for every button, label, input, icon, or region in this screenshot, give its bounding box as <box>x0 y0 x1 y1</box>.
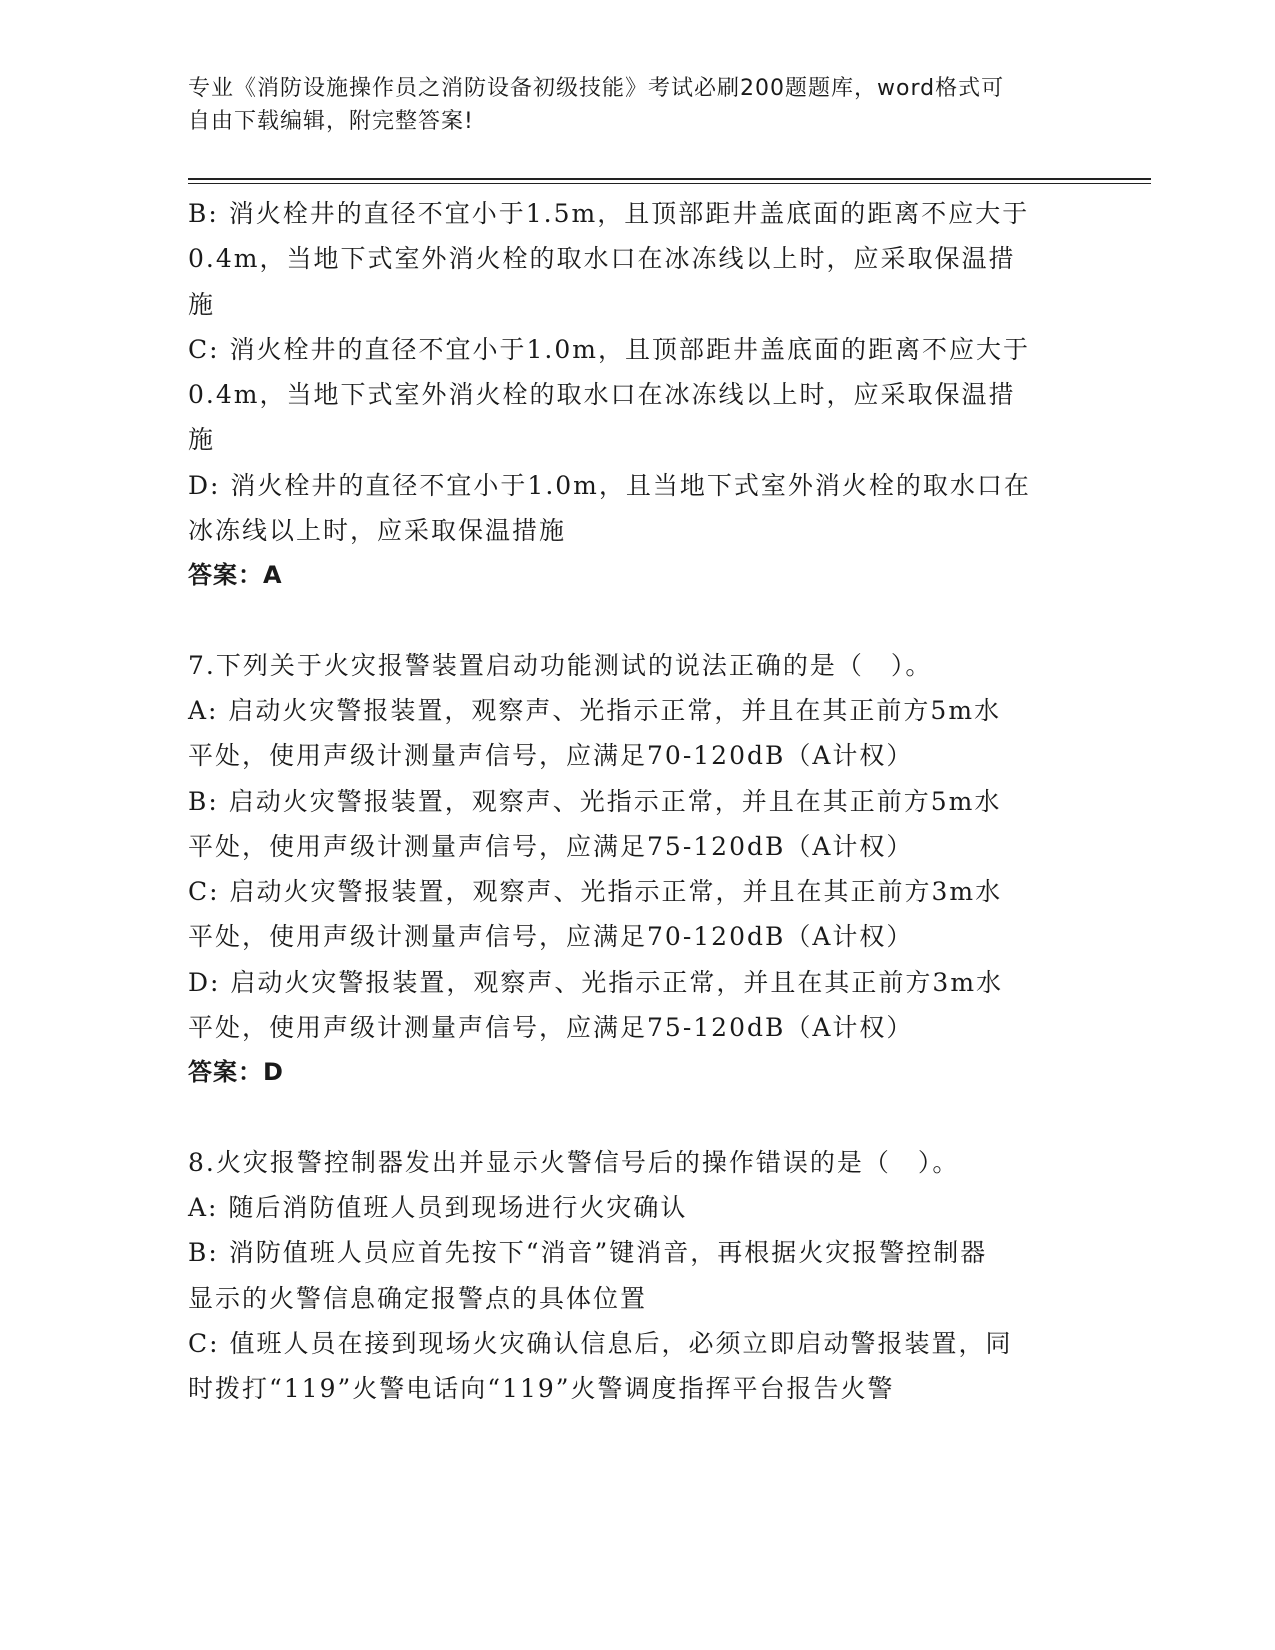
text-line: C: 消火栓井的直径不宜小于1.0m，且顶部距井盖底面的距离不应大于 <box>188 334 1030 364</box>
question-content <box>188 191 1088 1411</box>
text-line: 0.4m，当地下式室外消火栓的取水口在冰冻线以上时，应采取保温措 <box>188 380 1016 410</box>
page-header <box>188 72 1068 138</box>
q8-option-c <box>188 1321 1088 1412</box>
text-line: 施 <box>188 289 216 319</box>
text-line: 平处，使用声级计测量声信号，应满足75-120dB（A计权） <box>188 1013 914 1043</box>
text-line: 冰冻线以上时，应采取保温措施 <box>188 516 567 546</box>
text-line: C: 值班人员在接到现场火灾确认信息后，必须立即启动警报装置，同 <box>188 1328 1013 1358</box>
q7-answer: 答案：D <box>188 1058 284 1087</box>
header-line-2: 自由下载编辑，附完整答案! <box>188 109 474 134</box>
text-line: B: 启动火灾警报装置，观察声、光指示正常，并且在其正前方5m水 <box>188 786 1002 816</box>
text-line: 时拨打“119”火警电话向“119”火警调度指挥平台报告火警 <box>188 1374 895 1404</box>
q6-option-d <box>188 463 1088 554</box>
text-line: A: 启动火灾警报装置，观察声、光指示正常，并且在其正前方5m水 <box>188 695 1002 725</box>
text-line: 施 <box>188 425 216 455</box>
q6-answer: 答案：A <box>188 561 283 590</box>
text-line: 0.4m，当地下式室外消火栓的取水口在冰冻线以上时，应采取保温措 <box>188 244 1016 274</box>
text-line: D: 消火栓井的直径不宜小于1.0m，且当地下式室外消火栓的取水口在 <box>188 470 1031 500</box>
text-line: B: 消防值班人员应首先按下“消音”键消音，再根据火灾报警控制器 <box>188 1238 988 1268</box>
text-line: B: 消火栓井的直径不宜小于1.5m，且顶部距井盖底面的距离不应大于 <box>188 199 1030 228</box>
q6-option-b <box>188 191 1088 327</box>
q8-option-a <box>188 1185 1088 1230</box>
header-line-1: 专业《消防设施操作员之消防设备初级技能》考试必刷200题题库，word格式可 <box>188 76 1005 101</box>
q7-question: 7.下列关于火灾报警装置启动功能测试的说法正确的是（ ）。 <box>188 650 933 680</box>
header-rule-thin <box>188 183 1151 184</box>
header-rule-thick <box>188 178 1151 180</box>
question-gap <box>188 599 1088 643</box>
q8-option-b <box>188 1230 1088 1321</box>
q7-option-d <box>188 960 1088 1051</box>
text-line: 平处，使用声级计测量声信号，应满足70-120dB（A计权） <box>188 922 914 952</box>
q6-option-c <box>188 327 1088 463</box>
text-line: D: 启动火灾警报装置，观察声、光指示正常，并且在其正前方3m水 <box>188 967 1004 997</box>
text-line: C: 启动火灾警报装置，观察声、光指示正常，并且在其正前方3m水 <box>188 877 1003 907</box>
text-line: 平处，使用声级计测量声信号，应满足70-120dB（A计权） <box>188 741 914 771</box>
q7-option-c <box>188 869 1088 960</box>
q7-option-b <box>188 779 1088 870</box>
text-line: 显示的火警信息确定报警点的具体位置 <box>188 1283 648 1313</box>
question-gap <box>188 1096 1088 1140</box>
q7-option-a <box>188 688 1088 779</box>
text-line: A: 随后消防值班人员到现场进行火灾确认 <box>188 1192 688 1222</box>
q8-question: 8.火灾报警控制器发出并显示火警信号后的操作错误的是（ ）。 <box>188 1147 960 1177</box>
text-line: 平处，使用声级计测量声信号，应满足75-120dB（A计权） <box>188 831 914 861</box>
